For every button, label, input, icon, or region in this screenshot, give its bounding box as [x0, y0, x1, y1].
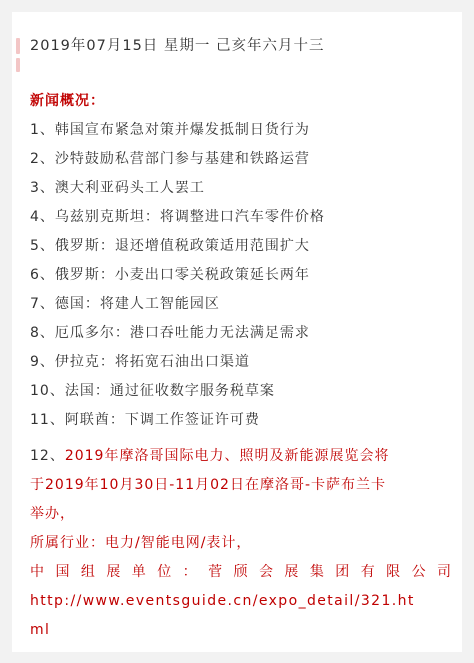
- expo-url-line-1: http://www.eventsguide.cn/expo_detail/321.ht: [30, 593, 415, 609]
- organizer-char: 团: [335, 564, 351, 580]
- expo-line-1: [30, 442, 452, 471]
- news-item-number: 8、: [30, 325, 55, 341]
- news-item-text: 俄罗斯：退还增值税政策适用范围扩大: [54, 238, 310, 254]
- organizer-char: 位: [157, 564, 173, 580]
- news-item: [30, 406, 450, 435]
- news-item: [30, 377, 450, 406]
- expo-industry: 所属行业：电力/智能电网/表计，: [30, 535, 252, 551]
- organizer-char: 国: [55, 564, 71, 580]
- news-item-number: 2、: [30, 151, 55, 167]
- news-item-number: 3、: [30, 180, 55, 196]
- organizer-char: 单: [131, 564, 147, 580]
- news-item-text: 德国：将建人工智能园区: [54, 296, 220, 312]
- news-item: [30, 261, 450, 290]
- organizer-char: 展: [106, 564, 122, 580]
- news-item-text: 韩国宣布紧急对策并爆发抵制日货行为: [54, 122, 310, 138]
- news-item-number: 11、: [30, 412, 65, 428]
- date-line: 2019年07月15日 星期一 己亥年六月十三: [30, 38, 325, 54]
- organizer-char: 颀: [233, 564, 249, 580]
- news-item: [30, 232, 450, 261]
- organizer-char: 中: [30, 564, 45, 580]
- news-item-text: 法国：通过征收数字服务税草案: [64, 383, 275, 399]
- news-item-number: 9、: [30, 354, 55, 370]
- news-item-text: 伊拉克：将拓宽石油出口渠道: [54, 354, 250, 370]
- news-item-text: 澳大利亚码头工人罢工: [54, 180, 205, 196]
- expo-text-line: 2019年摩洛哥国际电力、照明及新能源展览会将: [64, 448, 390, 464]
- article-card: [12, 12, 462, 652]
- organizer-char: 菅: [208, 564, 224, 580]
- news-item: [30, 203, 450, 232]
- news-item-number: 1、: [30, 122, 55, 138]
- organizer-char: 组: [80, 564, 96, 580]
- news-item: [30, 319, 450, 348]
- organizer-char: 展: [284, 564, 300, 580]
- expo-line-2: 于2019年10月30日-11月02日在摩洛哥-卡萨布兰卡: [30, 477, 386, 493]
- news-item-text: 沙特鼓励私营部门参与基建和铁路运营: [54, 151, 310, 167]
- expo-line-3: 举办，: [30, 506, 75, 522]
- news-item-text: 阿联酋：下调工作签证许可费: [64, 412, 260, 428]
- expo-url-line-2: ml: [30, 622, 51, 638]
- news-list: [30, 116, 450, 435]
- news-item: [30, 290, 450, 319]
- expo-organizer: [30, 558, 452, 587]
- organizer-char: 限: [386, 564, 402, 580]
- organizer-char: 司: [437, 564, 452, 580]
- news-item: [30, 174, 450, 203]
- organizer-char: ：: [182, 564, 198, 580]
- news-item-number: 10、: [30, 383, 65, 399]
- news-item-number: 5、: [30, 238, 55, 254]
- expo-news-item: [30, 442, 452, 645]
- news-item: [30, 116, 450, 145]
- organizer-char: 公: [411, 564, 427, 580]
- news-item: [30, 145, 450, 174]
- news-item-number: 12、: [30, 448, 65, 464]
- news-item-text: 厄瓜多尔：港口吞吐能力无法满足需求: [54, 325, 310, 341]
- news-item-text: 乌兹别克斯坦：将调整进口汽车零件价格: [54, 209, 325, 225]
- accent-bar: [16, 38, 20, 54]
- section-title: 新闻概况：: [30, 93, 105, 109]
- news-item-number: 7、: [30, 296, 55, 312]
- organizer-char: 集: [309, 564, 325, 580]
- organizer-char: 会: [258, 564, 274, 580]
- news-item-number: 4、: [30, 209, 55, 225]
- organizer-char: 有: [360, 564, 376, 580]
- news-item: [30, 348, 450, 377]
- news-item-text: 俄罗斯：小麦出口零关税政策延长两年: [54, 267, 310, 283]
- accent-bar: [16, 58, 20, 72]
- news-item-number: 6、: [30, 267, 55, 283]
